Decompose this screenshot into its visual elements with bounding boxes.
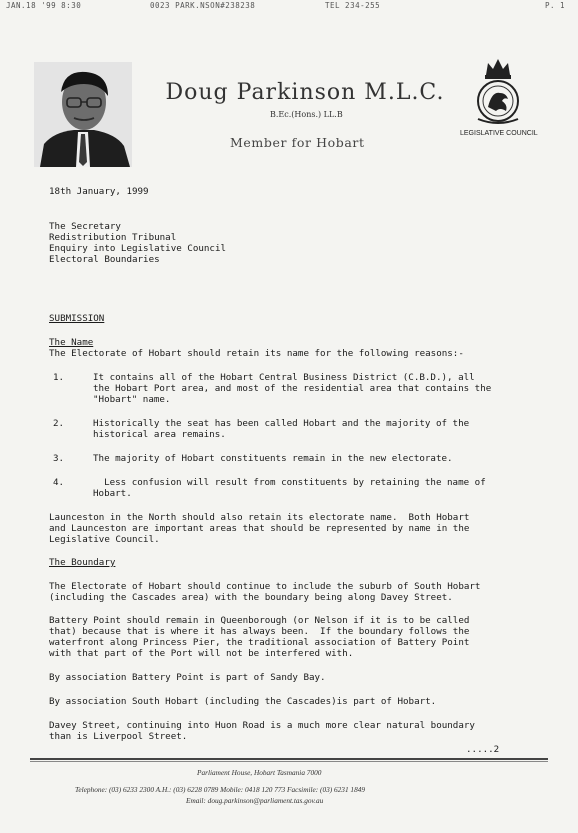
fax-header [0, 0, 578, 12]
footer-contacts: Telephone: (03) 6233 2300 A.H.: (03) 6228 0789 Mobile: 0418 120 773 Facsimile: (03) 6231 1849 [75, 785, 366, 794]
fax-telephone: TEL 234-255 [325, 1, 381, 10]
battery-point-paragraph-line: that) because that is where it has always been. If the boundary follows the [49, 626, 470, 637]
reason-number: 3. [53, 453, 65, 464]
reason-text: Historically the seat has been called Hobart and the majority of the [93, 418, 470, 429]
footer-email: Email: doug.parkinson@parliament.tas.gov.au [186, 796, 324, 805]
launceston-paragraph-line: Launceston in the North should also retain its electorate name. Both Hobart [49, 512, 470, 523]
addressee-line: Redistribution Tribunal [49, 232, 177, 243]
battery-point-paragraph-line: waterfront along Princess Pier, the traditional association of Battery Point [49, 637, 470, 648]
addressee-line: The Secretary [49, 221, 121, 232]
member-degrees: B.Ec.(Hons.) LL.B [270, 110, 343, 119]
boundary-paragraph-line: The Electorate of Hobart should continue to include the suburb of South Hobart [49, 581, 481, 592]
battery-point-paragraph-line: Battery Point should remain in Queenborough (or Nelson if it is to be called [49, 615, 470, 626]
footer-address: Parliament House, Hobart Tasmania 7000 [197, 768, 322, 777]
letter-date: 18th January, 1999 [49, 186, 149, 197]
portrait-icon [34, 62, 132, 167]
name-section-heading: The Name [49, 337, 94, 348]
reason-number: 1. [53, 372, 65, 383]
reason-text: Less confusion will result from constituents by retaining the name of [93, 477, 486, 488]
davey-street-paragraph-line: than is Liverpool Street. [49, 731, 188, 742]
addressee-line: Enquiry into Legislative Council [49, 243, 227, 254]
submission-heading: SUBMISSION [49, 313, 105, 324]
fax-reference: 0023 PARK.NSON#238238 [150, 1, 256, 10]
reason-text: It contains all of the Hobart Central Business District (C.B.D.), all [93, 372, 475, 383]
member-name: Doug Parkinson M.L.C. [165, 80, 445, 105]
member-role: Member for Hobart [230, 135, 365, 150]
reason-number: 4. [53, 477, 65, 488]
addressee-line: Electoral Boundaries [49, 254, 160, 265]
fax-page-number: P. 1 [545, 1, 566, 10]
launceston-paragraph-line: Legislative Council. [49, 534, 160, 545]
reason-text: "Hobart" name. [93, 394, 171, 405]
davey-street-paragraph-line: Davey Street, continuing into Huon Road is a much more clear natural boundary [49, 720, 475, 731]
crown-crest-icon [470, 55, 526, 129]
fax-date-time: JAN.18 '99 8:30 [6, 1, 82, 10]
crest-caption: LEGISLATIVE COUNCIL [460, 130, 538, 137]
boundary-section-heading: The Boundary [49, 557, 116, 568]
sandy-bay-statement: By association Battery Point is part of Sandy Bay. [49, 672, 326, 683]
footer-rule-thin [30, 761, 548, 762]
south-hobart-statement: By association South Hobart (including the Cascades)is part of Hobart. [49, 696, 437, 707]
boundary-paragraph-line: (including the Cascades area) with the boundary being along Davey Street. [49, 592, 453, 603]
battery-point-paragraph-line: with that part of the Port will not be interfered with. [49, 648, 354, 659]
footer-rule [30, 758, 548, 760]
member-portrait-photo [34, 62, 132, 167]
reason-text: the Hobart Port area, and most of the residential area that contains the [93, 383, 492, 394]
continuation-marker: .....2 [466, 744, 500, 755]
reason-text: historical area remains. [93, 429, 226, 440]
name-section-intro: The Electorate of Hobart should retain its name for the following reasons:- [49, 348, 464, 359]
legislative-council-crest [470, 55, 526, 129]
reason-text: The majority of Hobart constituents remain in the new electorate. [93, 453, 453, 464]
launceston-paragraph-line: and Launceston are important areas that should be represented by name in the [49, 523, 470, 534]
reason-text: Hobart. [93, 488, 132, 499]
reason-number: 2. [53, 418, 65, 429]
